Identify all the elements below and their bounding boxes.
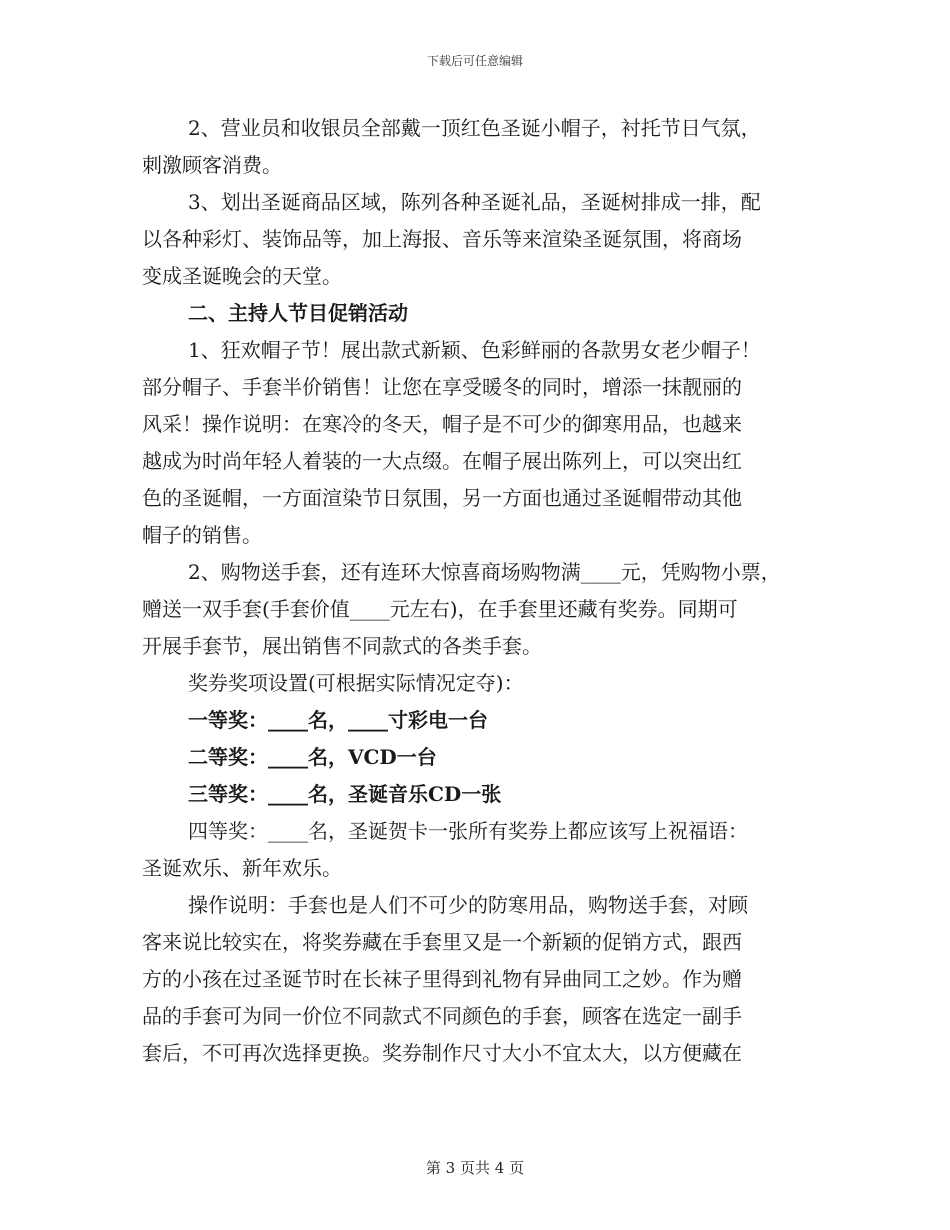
text-line: 方的小孩在过圣诞节时在长袜子里得到礼物有异曲同工之妙。作为赠	[142, 967, 742, 991]
section-heading: 二、主持人节目促销活动	[188, 301, 408, 325]
text-line: 2、购物送手套，还有连环大惊喜商场购物满____元，凭购物小票，	[188, 560, 781, 584]
text-line: 1、狂欢帽子节！展出款式新颖、色彩鲜丽的各款男女老少帽子！	[188, 338, 761, 362]
prize-fourth: 四等奖：____名，圣诞贺卡一张所有奖券上都应该写上祝福语：	[188, 819, 748, 843]
text-line: 以各种彩灯、装饰品等，加上海报、音乐等来渲染圣诞氛围，将商场	[142, 227, 742, 251]
document-body	[142, 110, 812, 1072]
text-line: 2、营业员和收银员全部戴一顶红色圣诞小帽子，衬托节日气氛，	[188, 116, 761, 140]
text-line: 开展手套节，展出销售不同款式的各类手套。	[142, 634, 542, 658]
prize-second: 二等奖：____名，VCD一台	[188, 745, 437, 769]
text-line: 品的手套可为同一价位不同款式不同颜色的手套，顾客在选定一副手	[142, 1004, 742, 1028]
text-line: 风采！操作说明：在寒冷的冬天，帽子是不可少的御寒用品，也越来	[142, 412, 742, 436]
text-line: 变成圣诞晚会的天堂。	[142, 264, 342, 288]
prize-third: 三等奖：____名，圣诞音乐CD一张	[188, 782, 502, 806]
text-line: 奖券奖项设置(可根据实际情况定夺)：	[188, 671, 524, 695]
text-line: 越成为时尚年轻人着装的一大点缀。在帽子展出陈列上，可以突出红	[142, 449, 742, 473]
text-line: 套后，不可再次选择更换。奖券制作尺寸大小不宜太大，以方便藏在	[142, 1041, 742, 1065]
text-line: 色的圣诞帽，一方面渲染节日氛围，另一方面也通过圣诞帽带动其他	[142, 486, 742, 510]
text-line: 部分帽子、手套半价销售！让您在享受暖冬的同时，增添一抹靓丽的	[142, 375, 742, 399]
text-line: 刺激顾客消费。	[142, 153, 282, 177]
text-line: 帽子的销售。	[142, 523, 262, 547]
text-line: 操作说明：手套也是人们不可少的防寒用品，购物送手套，对顾	[188, 893, 748, 917]
page-header: 下载后可任意编辑	[426, 54, 523, 68]
text-line: 圣诞欢乐、新年欢乐。	[142, 856, 342, 880]
text-line: 赠送一双手套(手套价值____元左右)，在手套里还藏有奖券。同期可	[142, 597, 738, 621]
page-number: 第 3 页共 4 页	[425, 1159, 525, 1177]
text-line: 3、划出圣诞商品区域，陈列各种圣诞礼品，圣诞树排成一排，配	[188, 190, 761, 214]
text-line: 客来说比较实在，将奖券藏在手套里又是一个新颖的促销方式，跟西	[142, 930, 742, 954]
prize-first: 一等奖：____名，____寸彩电一台	[188, 708, 488, 732]
